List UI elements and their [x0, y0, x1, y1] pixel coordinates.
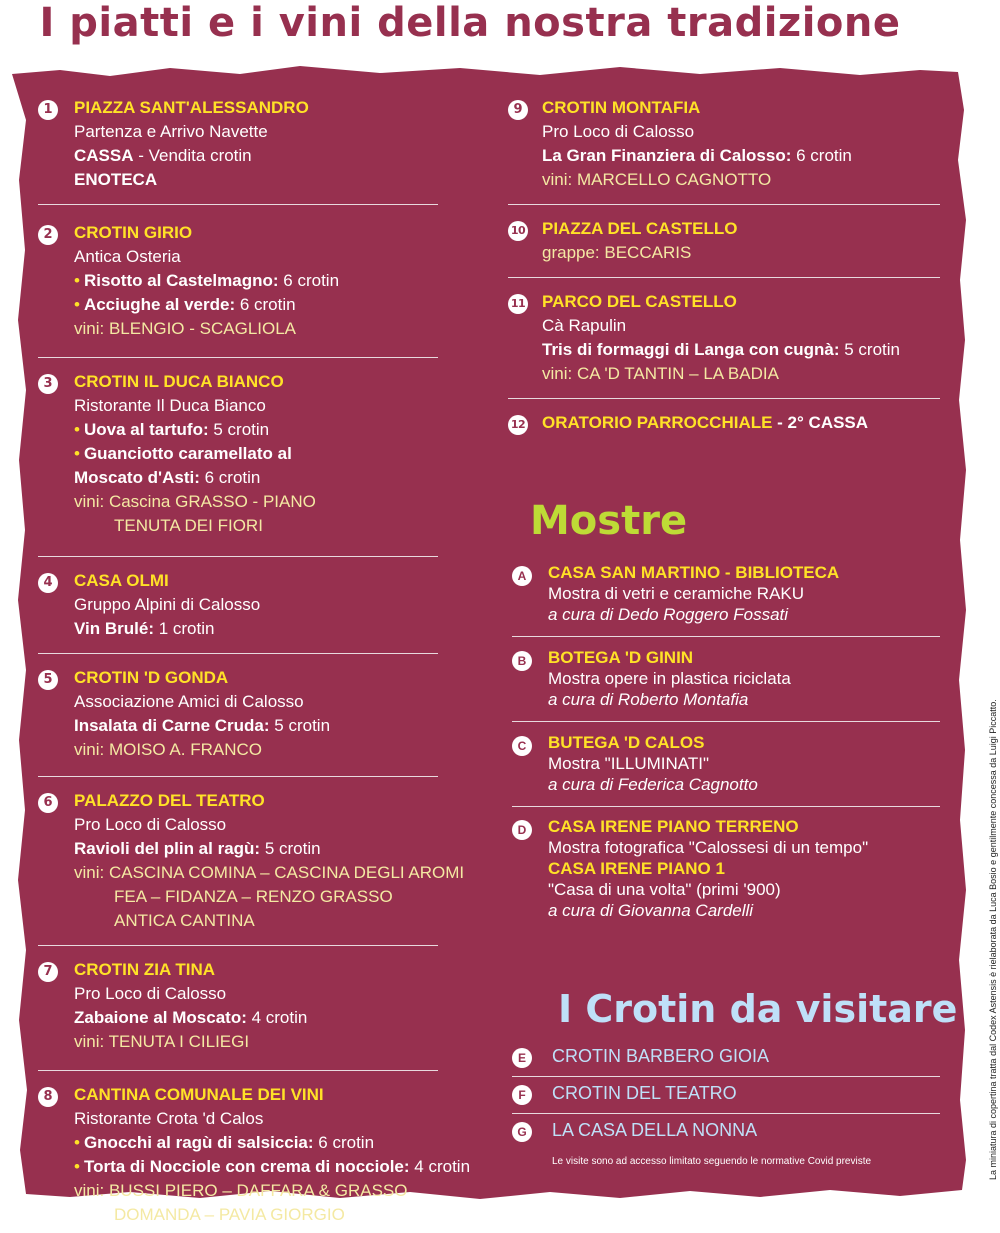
- entry-title: ORATORIO PARROCCHIALE: [542, 413, 773, 432]
- crotin-title: LA CASA DELLA NONNA: [552, 1120, 758, 1140]
- entry-title: CROTIN 'D GONDA: [74, 668, 229, 687]
- mostra-desc: Mostra "ILLUMINATI": [548, 754, 710, 773]
- entry-subtitle: Pro Loco di Calosso: [74, 984, 227, 1003]
- crotin-title: CROTIN BARBERO GIOIA: [552, 1046, 770, 1066]
- entry-1: [38, 96, 438, 205]
- entry-title: CROTIN ZIA TINA: [74, 960, 216, 979]
- crotin-f: [512, 1077, 940, 1114]
- wines-text: vini: Cascina GRASSO - PIANO: [74, 492, 316, 511]
- wines-line: vini: CA 'D TANTIN – LA BADIA: [542, 364, 779, 383]
- wines-line: [74, 1179, 438, 1227]
- entry-subtitle: Ristorante Crota 'd Calos: [74, 1109, 264, 1128]
- cassa-text: - Vendita crotin: [133, 146, 252, 165]
- dish-price: 6 crotin: [235, 295, 296, 314]
- crotin-letter: G: [512, 1122, 532, 1142]
- entry-4: [38, 569, 438, 654]
- entry-3: [38, 370, 438, 557]
- entry-subtitle: Associazione Amici di Calosso: [74, 692, 304, 711]
- crotin-heading: I Crotin da visitare: [558, 987, 958, 1031]
- entry-title: PARCO DEL CASTELLO: [542, 292, 737, 311]
- wines-line: [74, 490, 438, 538]
- entry-number: 8: [38, 1087, 58, 1107]
- mostra-title: CASA IRENE PIANO TERRENO: [548, 817, 799, 836]
- wines-text: ANTICA CANTINA: [114, 911, 255, 930]
- dish-name: Guanciotto caramellato al: [83, 444, 292, 463]
- entry-title: CROTIN IL DUCA BIANCO: [74, 372, 284, 391]
- dish-price: 6 crotin: [313, 1133, 375, 1152]
- crotin-letter: E: [512, 1048, 532, 1068]
- entry-9: [508, 96, 940, 205]
- mostra-a: [512, 562, 940, 637]
- dish-name: Risotto al Castelmagno:: [83, 271, 279, 290]
- image-credit: La miniatura di copertina tratta dal Codex Astensis è rielaborata da Luca Bosio e gentilmente concessa da Luigi Piccatto.: [988, 699, 998, 1180]
- wines-line: [74, 861, 465, 933]
- wines-line: grappe: BECCARIS: [542, 243, 692, 262]
- entry-number: 11: [508, 294, 528, 314]
- entry-number: 7: [38, 962, 58, 982]
- dish-name: Zabaione al Moscato:: [74, 1008, 247, 1027]
- entry-title: PIAZZA DEL CASTELLO: [542, 219, 738, 238]
- left-column: [38, 96, 471, 1233]
- entry-title: CROTIN MONTAFIA: [542, 98, 701, 117]
- entry-subtitle: Antica Osteria: [74, 247, 181, 266]
- mostra-letter: B: [512, 651, 532, 671]
- wines-text: FEA – FIDANZA – RENZO GRASSO: [114, 887, 393, 906]
- dish-price: 5 crotin: [269, 716, 331, 735]
- dish-price: 4 crotin: [246, 1008, 308, 1027]
- mostra-letter: C: [512, 736, 532, 756]
- entry-line: ENOTECA: [74, 170, 158, 189]
- entry-number: 9: [508, 100, 528, 120]
- mostre-heading: Mostre: [530, 498, 688, 544]
- mostra-desc: "Casa di una volta" (primi '900): [548, 880, 781, 899]
- dish-name: Acciughe al verde:: [83, 295, 236, 314]
- entry-subtitle: Ristorante Il Duca Bianco: [74, 396, 266, 415]
- wines-text: vini: CASCINA COMINA – CASCINA DEGLI AROMI: [74, 863, 465, 882]
- crotin-g: [512, 1114, 940, 1150]
- mostra-curator: a cura di Federica Cagnotto: [548, 775, 758, 794]
- right-column: [508, 96, 940, 447]
- entry-title: PALAZZO DEL TEATRO: [74, 791, 265, 810]
- mostra-desc: Mostra fotografica "Calossesi di un tempo": [548, 838, 869, 857]
- entry-subtitle: Pro Loco di Calosso: [74, 815, 227, 834]
- entry-number: 12: [508, 415, 528, 435]
- entry-6: [38, 789, 465, 946]
- mostra-letter: D: [512, 820, 532, 840]
- crotin-letter: F: [512, 1085, 532, 1105]
- dish-name: Tris di formaggi di Langa con cugnà:: [542, 340, 840, 359]
- wines-text: vini: BUSSI PIERO – DAFFARA & GRASSO: [74, 1181, 408, 1200]
- mostra-curator: a cura di Giovanna Cardelli: [548, 901, 754, 920]
- mostra-c: [512, 732, 940, 807]
- entry-number: 4: [38, 573, 58, 593]
- entry-number: 10: [508, 221, 528, 241]
- entry-subtitle: Cà Rapulin: [542, 316, 627, 335]
- wines-line: vini: MARCELLO CAGNOTTO: [542, 170, 772, 189]
- mostra-title: BUTEGA 'D CALOS: [548, 733, 705, 752]
- entry-10: [508, 217, 940, 278]
- wines-line: vini: MOISO A. FRANCO: [74, 740, 262, 759]
- entry-title: PIAZZA SANT'ALESSANDRO: [74, 98, 309, 117]
- entry-12: [508, 411, 940, 447]
- entry-title: CANTINA COMUNALE DEI VINI: [74, 1085, 324, 1104]
- dish-price: 6 crotin: [278, 271, 340, 290]
- entry-title: CASA OLMI: [74, 571, 169, 590]
- dish-price: 4 crotin: [409, 1157, 471, 1176]
- crotin-title: CROTIN DEL TEATRO: [552, 1083, 737, 1103]
- mostra-desc: Mostra di vetri e ceramiche RAKU: [548, 584, 805, 603]
- entry-line: Partenza e Arrivo Navette: [74, 122, 268, 141]
- page-title: I piatti e i vini della nostra tradizione: [39, 0, 901, 46]
- mostra-title: CASA IRENE PIANO 1: [548, 859, 725, 878]
- wines-line: vini: BLENGIO - SCAGLIOLA: [74, 319, 297, 338]
- mostra-curator: a cura di Roberto Montafia: [548, 690, 749, 709]
- dish-price: 6 crotin: [199, 468, 261, 487]
- entry-number: 2: [38, 225, 58, 245]
- entry-subtitle: Pro Loco di Calosso: [542, 122, 695, 141]
- mostra-d: [512, 816, 940, 926]
- cassa-label: CASSA: [74, 146, 134, 165]
- dish-name: Torta di Nocciole con crema di nocciole:: [83, 1157, 410, 1176]
- wines-text: DOMANDA – PAVIA GIORGIO: [114, 1205, 345, 1224]
- mostra-title: BOTEGA 'D GININ: [548, 648, 694, 667]
- covid-note: Le visite sono ad accesso limitato seguendo le normative Covid previste: [552, 1156, 872, 1167]
- dish-name: La Gran Finanziera di Calosso:: [542, 146, 792, 165]
- cassa-label: - 2° CASSA: [772, 413, 869, 432]
- dish-name: Gnocchi al ragù di salsiccia:: [83, 1133, 314, 1152]
- mostra-b: [512, 647, 940, 722]
- mostra-curator: a cura di Dedo Roggero Fossati: [548, 605, 789, 624]
- dish-name: Ravioli del plin al ragù:: [74, 839, 261, 858]
- entry-2: [38, 221, 438, 358]
- mostra-title: CASA SAN MARTINO - BIBLIOTECA: [548, 563, 840, 582]
- entry-number: 1: [38, 100, 58, 120]
- entry-11: [508, 290, 940, 399]
- dish-price: 6 crotin: [791, 146, 852, 165]
- entry-number: 5: [38, 670, 58, 690]
- dish-price: 1 crotin: [153, 619, 215, 638]
- entry-5: [38, 666, 438, 777]
- dish-name: Moscato d'Asti:: [74, 468, 200, 487]
- wines-line: vini: TENUTA I CILIEGI: [74, 1032, 250, 1051]
- mostra-letter: A: [512, 566, 532, 586]
- entry-8: [38, 1083, 471, 1233]
- mostra-desc: Mostra opere in plastica riciclata: [548, 669, 791, 688]
- dish-price: 5 crotin: [208, 420, 270, 439]
- entry-7: [38, 958, 438, 1071]
- entry-number: 6: [38, 793, 58, 813]
- entry-number: 3: [38, 374, 58, 394]
- dish-name: Uova al tartufo:: [83, 420, 209, 439]
- dish-name: Vin Brulé:: [74, 619, 154, 638]
- wines-text: TENUTA DEI FIORI: [114, 516, 263, 535]
- entry-subtitle: Gruppo Alpini di Calosso: [74, 595, 261, 614]
- dish-name: Insalata di Carne Cruda:: [74, 716, 270, 735]
- entry-title: CROTIN GIRIO: [74, 223, 193, 242]
- dish-price: 5 crotin: [839, 340, 901, 359]
- crotin-e: [512, 1040, 940, 1077]
- dish-price: 5 crotin: [260, 839, 321, 858]
